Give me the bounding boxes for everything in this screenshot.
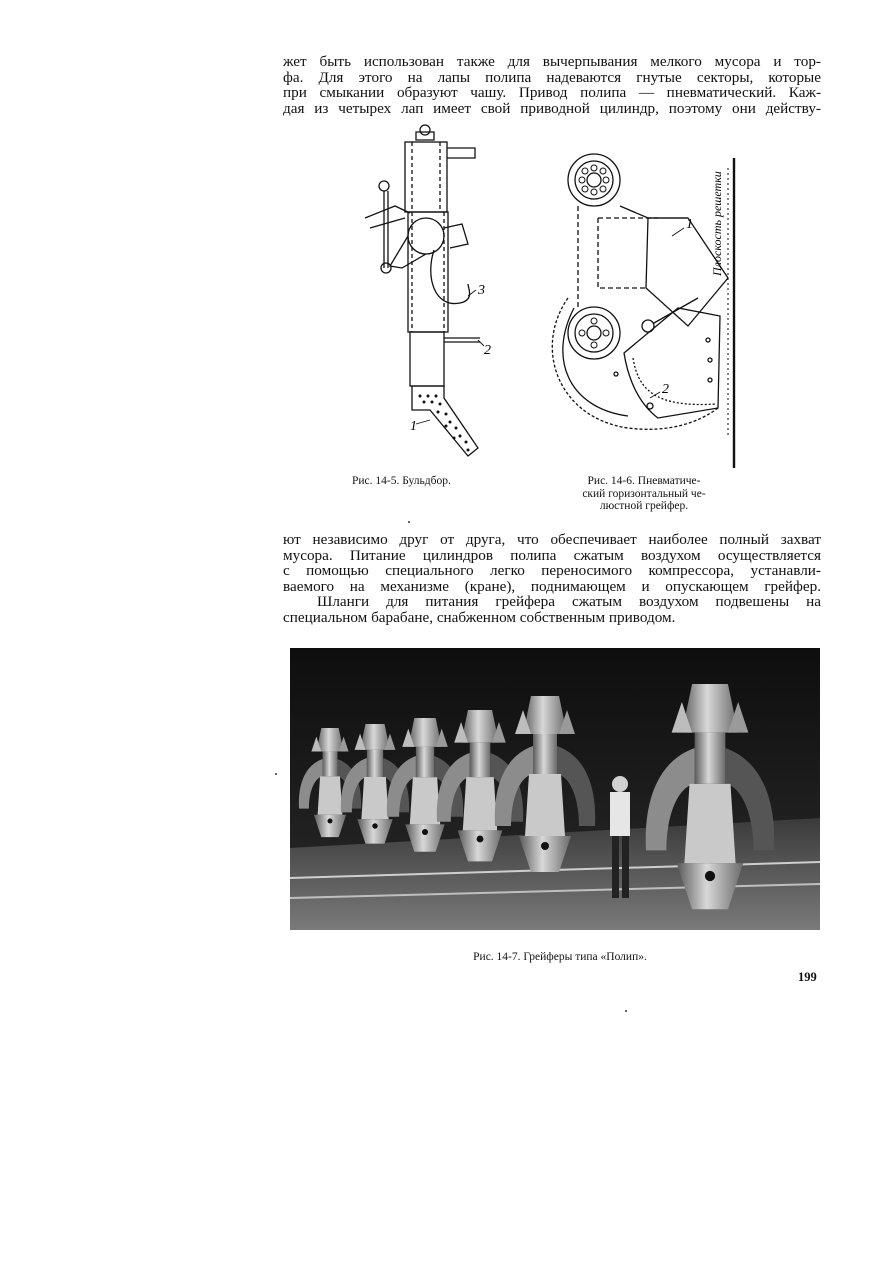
figure-14-7-caption: Рис. 14-7. Грейферы типа «Полип». (473, 951, 647, 963)
text-line: фа. Для этого на лапы полипа надеваются гнутые секторы, которые (283, 68, 821, 86)
caption-line: ский горизонтальный че- (582, 487, 706, 500)
text-line: жет быть использован также для вычерпывания мелкого мусора и тор- (283, 53, 821, 70)
label-2: 2 (662, 382, 669, 397)
label-1: 1 (410, 419, 417, 434)
label-2: 2 (484, 343, 491, 358)
figure-14-6-caption (555, 475, 733, 513)
text-line: при смыкании образуют чашу. Привод полипа — пневматический. Каж- (283, 84, 821, 102)
page-number: 199 (798, 970, 817, 984)
scan-speck (408, 521, 410, 523)
text-line: с помощью специального легко переносимого компрессора, устанавли- (283, 562, 821, 580)
text-line: Шланги для питания грейфера сжатым воздухом подвешены на (317, 593, 821, 611)
label-1: 1 (686, 217, 693, 232)
paragraph-top (283, 54, 821, 116)
scan-speck (625, 1010, 627, 1012)
caption-line: Рис. 14-6. Пневматиче- (587, 475, 701, 487)
figure-14-6-drawing (538, 148, 748, 473)
paragraph-middle (283, 532, 821, 626)
text-line: дая из четырех лап имеет свой приводной цилиндр, поэтому они действу- (283, 99, 821, 117)
text-line: ют независимо друг от друга, что обеспечивает наиболее полный захват (283, 531, 821, 548)
figure-14-5-caption: Рис. 14-5. Бульдбор. (352, 475, 451, 487)
text-line: ваемого на механизме (кране), поднимающем и опускающем грейфер. (283, 577, 821, 595)
text-line: специальном барабане, снабженном собственным приводом. (283, 608, 676, 626)
scan-speck (275, 773, 277, 775)
caption-line: люстной грейфер. (599, 500, 689, 512)
label-3: 3 (478, 283, 485, 298)
text-line: мусора. Питание цилиндров полипа сжатым воздухом осуществляется (283, 546, 821, 564)
label-screen-plane: Плоскость решетки (710, 171, 724, 276)
figure-14-7-photo (290, 648, 820, 930)
figure-14-5-drawing (350, 118, 515, 463)
